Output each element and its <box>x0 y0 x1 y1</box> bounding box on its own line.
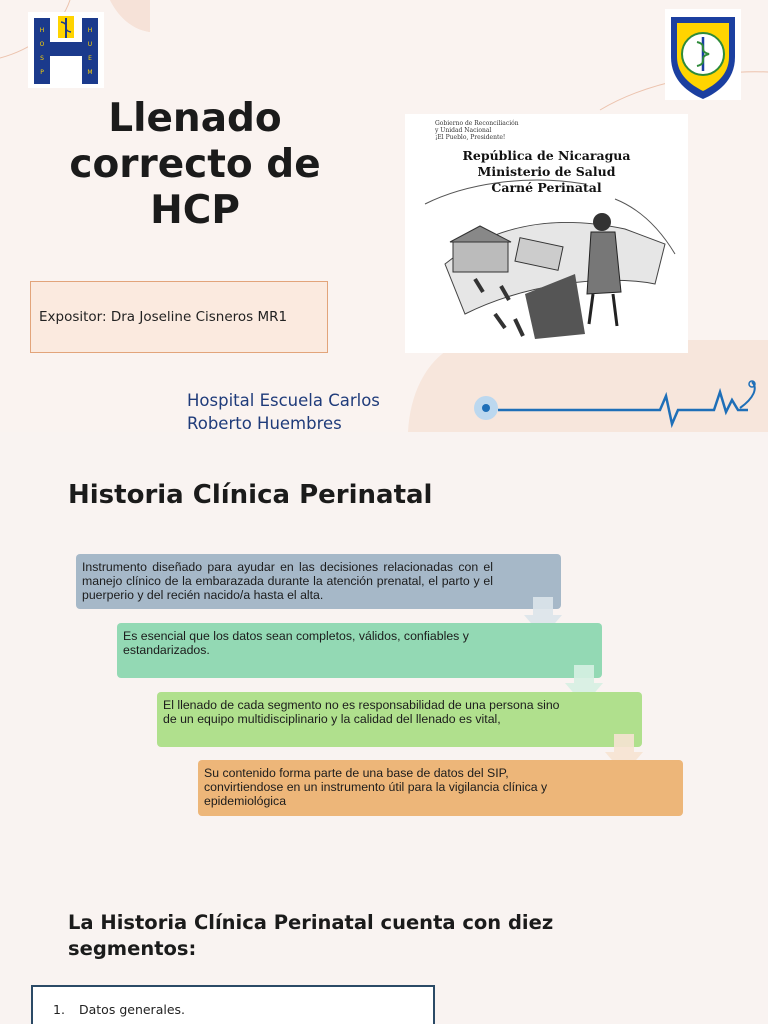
svg-text:P: P <box>40 69 44 76</box>
hospital-logo <box>28 12 104 88</box>
presentation-title <box>40 96 350 234</box>
carne-heading-line: República de Nicaragua <box>462 148 631 163</box>
list-item-label: Datos generales. <box>79 1002 186 1017</box>
segments-list <box>31 985 435 1024</box>
section-title: Historia Clínica Perinatal <box>68 480 433 510</box>
title-line: correcto de <box>69 142 321 187</box>
svg-text:M: M <box>87 69 93 76</box>
government-line: ¡El Pueblo, Presidente! <box>435 134 506 141</box>
list-item-number: 1. <box>53 1002 65 1017</box>
svg-text:H: H <box>87 27 93 34</box>
list-item <box>53 1002 433 1017</box>
svg-text:H: H <box>39 27 45 34</box>
heartbeat-stethoscope-icon <box>470 378 760 432</box>
svg-text:E: E <box>88 55 92 62</box>
hospital-name-line: Hospital Escuela Carlos <box>187 391 380 410</box>
carne-heading-line: Ministerio de Salud <box>477 164 616 179</box>
hospital-name <box>187 389 380 432</box>
government-line: Gobierno de Reconciliación <box>435 120 519 127</box>
presenter-text: Expositor: Dra Joseline Cisneros MR1 <box>39 309 288 325</box>
carne-heading-line: Carné Perinatal <box>491 180 602 195</box>
svg-text:S: S <box>40 55 44 62</box>
svg-text:O: O <box>39 41 45 48</box>
government-line: y Unidad Nacional <box>435 127 492 134</box>
presenter-box <box>30 281 328 353</box>
carne-illustration <box>405 114 688 353</box>
process-step: Su contenido forma parte de una base de datos del SIP, convirtiendose en un instrumento útil para la vigilancia clínica y epidemiológica <box>198 760 683 816</box>
carne-perinatal-image <box>405 114 688 353</box>
segments-title: La Historia Clínica Perinatal cuenta con diez segmentos: <box>68 911 554 960</box>
hospital-name-line: Roberto Huembres <box>187 414 342 432</box>
svg-text:U: U <box>87 41 93 48</box>
cover-slide <box>0 0 768 432</box>
university-shield-logo <box>665 9 741 100</box>
process-step: Instrumento diseñado para ayudar en las decisiones relacionadas con el manejo clínico de la embarazada durante la atención prenatal, el parto y el puerperio y del recién nacido/a hasta el alta. <box>76 554 561 609</box>
process-step: Es esencial que los datos sean completos, válidos, confiables y estandarizados. <box>117 623 602 678</box>
title-line: HCP <box>150 188 240 233</box>
title-line: Llenado <box>108 96 282 141</box>
process-step: El llenado de cada segmento no es responsabilidad de una persona sino de un equipo multidisciplinario y la calidad del llenado es vital, <box>157 692 642 747</box>
